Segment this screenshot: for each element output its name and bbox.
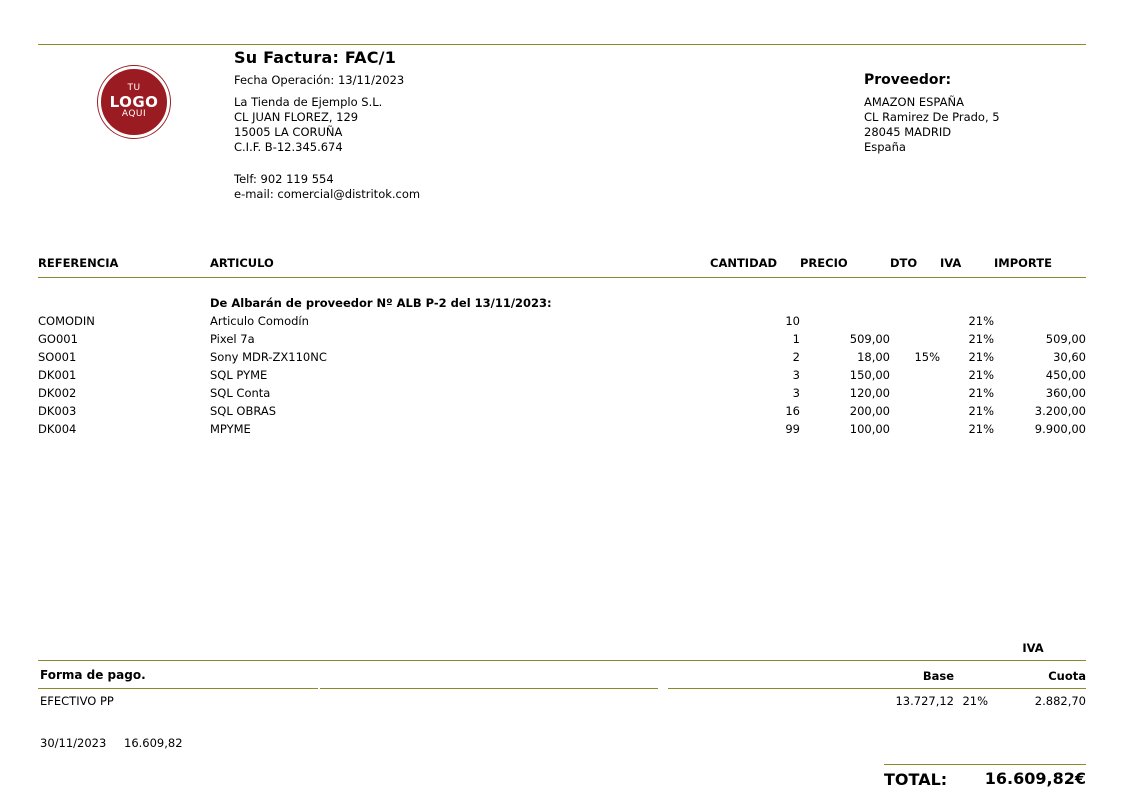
- base-label: Base: [922, 669, 954, 683]
- cell-price: [800, 314, 890, 332]
- table-row[interactable]: [38, 404, 1086, 422]
- cell-quantity: 2: [792, 350, 800, 364]
- cell-amount: 30,60: [1053, 350, 1086, 364]
- cell-vat: 21%: [968, 386, 994, 400]
- cell-article: SQL OBRAS: [210, 404, 277, 418]
- th-vat: IVA: [940, 256, 962, 270]
- logo-line-1: TU: [127, 83, 141, 94]
- cell-reference: SO001: [38, 350, 77, 364]
- contact-block: [234, 172, 420, 202]
- cell-price: 150,00: [849, 368, 890, 382]
- delivery-note-spacer: [38, 296, 210, 314]
- cell-price: 18,00: [857, 350, 890, 364]
- footer-divider-2c: [668, 688, 1086, 689]
- cell-amount: 450,00: [1045, 368, 1086, 382]
- logo-line-2: LOGO: [109, 92, 159, 111]
- supplier-block: [864, 95, 1000, 155]
- delivery-note-row: [38, 296, 1086, 314]
- cell-reference: COMODIN: [38, 314, 95, 328]
- cell-reference: GO001: [38, 332, 78, 346]
- cell-discount: [890, 332, 940, 350]
- footer-divider-2b: [320, 688, 658, 689]
- cell-price: 509,00: [849, 332, 890, 346]
- th-article: ARTICULO: [210, 256, 274, 270]
- cell-amount: 360,00: [1045, 386, 1086, 400]
- payment-method-value: EFECTIVO PP: [40, 694, 114, 708]
- cell-amount: 3.200,00: [1034, 404, 1086, 418]
- client-name: La Tienda de Ejemplo S.L.: [234, 95, 383, 109]
- delivery-note-text: De Albarán de proveedor Nº ALB P-2 del 13/11/2023:: [210, 296, 552, 310]
- table-row[interactable]: [38, 332, 1086, 350]
- cell-reference: DK003: [38, 404, 77, 418]
- items-table-body: [38, 278, 1086, 440]
- table-row[interactable]: [38, 350, 1086, 368]
- cell-article: MPYME: [210, 422, 251, 436]
- cell-quantity: 1: [792, 332, 800, 346]
- th-quantity: CANTIDAD: [710, 256, 778, 270]
- cell-vat: 21%: [968, 350, 994, 364]
- cell-quantity: 10: [785, 314, 800, 328]
- total-label: TOTAL:: [884, 770, 948, 789]
- client-block: [234, 95, 382, 155]
- contact-phone: Telf: 902 119 554: [234, 172, 334, 186]
- vat-group-label: IVA: [1022, 641, 1044, 655]
- cell-vat: 21%: [968, 314, 994, 328]
- cell-article: Articulo Comodín: [210, 314, 309, 328]
- cell-price: 100,00: [849, 422, 890, 436]
- table-header-row: [38, 256, 1086, 278]
- cell-quantity: 16: [785, 404, 800, 418]
- quota-label: Cuota: [1048, 669, 1086, 683]
- cell-discount: [890, 404, 940, 422]
- invoice-title: Su Factura: FAC/1: [234, 48, 397, 67]
- due-date: 30/11/2023: [40, 736, 107, 750]
- table-row[interactable]: [38, 386, 1086, 404]
- items-table-head: [38, 256, 1086, 278]
- table-spacer-row: [38, 278, 1086, 296]
- items-table-wrapper: [38, 256, 1086, 440]
- client-tax-id: C.I.F. B-12.345.674: [234, 140, 343, 154]
- th-price: PRECIO: [800, 256, 848, 270]
- cell-discount: [890, 314, 940, 332]
- company-logo: [98, 66, 170, 138]
- footer-divider-2a: [38, 688, 318, 689]
- cell-vat: 21%: [968, 332, 994, 346]
- total-value: 16.609,82€: [984, 769, 1086, 788]
- tax-rate-value: 21%: [962, 694, 988, 708]
- supplier-heading: Proveedor:: [864, 72, 952, 88]
- th-reference: REFERENCIA: [38, 256, 119, 270]
- cell-discount: [890, 386, 940, 404]
- top-divider: [38, 44, 1086, 45]
- table-row[interactable]: [38, 368, 1086, 386]
- footer-divider-1: [38, 660, 1086, 661]
- supplier-city: 28045 MADRID: [864, 125, 952, 139]
- cell-amount: 9.900,00: [1034, 422, 1086, 436]
- cell-reference: DK001: [38, 368, 77, 382]
- cell-article: SQL Conta: [210, 386, 271, 400]
- payment-method-label: Forma de pago.: [40, 668, 146, 682]
- cell-vat: 21%: [968, 404, 994, 418]
- cell-article: Pixel 7a: [210, 332, 255, 346]
- client-city: 15005 LA CORUÑA: [234, 125, 343, 139]
- table-row[interactable]: [38, 422, 1086, 440]
- tax-base-value: 13.727,12: [895, 694, 954, 708]
- cell-reference: DK004: [38, 422, 77, 436]
- table-header-divider: [38, 277, 1086, 278]
- cell-discount: [890, 422, 940, 440]
- tax-quota-value: 2.882,70: [1034, 694, 1086, 708]
- cell-quantity: 3: [792, 368, 800, 382]
- due-amount: 16.609,82: [124, 736, 183, 750]
- supplier-address: CL Ramirez De Prado, 5: [864, 110, 1000, 124]
- cell-article: SQL PYME: [210, 368, 268, 382]
- table-spacer-cell: [38, 278, 1086, 296]
- cell-amount: 509,00: [1045, 332, 1086, 346]
- total-divider: [884, 764, 1086, 765]
- items-table: [38, 256, 1086, 440]
- th-amount: IMPORTE: [994, 256, 1052, 270]
- cell-quantity: 99: [785, 422, 800, 436]
- cell-quantity: 3: [792, 386, 800, 400]
- logo-line-3: AQUI: [121, 109, 147, 120]
- cell-price: 200,00: [849, 404, 890, 418]
- operation-date: Fecha Operación: 13/11/2023: [234, 73, 405, 87]
- cell-vat: 21%: [968, 368, 994, 382]
- cell-amount: [994, 314, 1086, 332]
- cell-reference: DK002: [38, 386, 77, 400]
- cell-price: 120,00: [849, 386, 890, 400]
- supplier-country: España: [864, 140, 906, 154]
- cell-discount: [890, 368, 940, 386]
- cell-discount: 15%: [914, 350, 940, 364]
- client-address: CL JUAN FLOREZ, 129: [234, 110, 359, 124]
- contact-email: e-mail: comercial@distritok.com: [234, 187, 421, 201]
- th-discount: DTO: [890, 256, 918, 270]
- supplier-name: AMAZON ESPAÑA: [864, 95, 964, 109]
- cell-article: Sony MDR-ZX110NC: [210, 350, 327, 364]
- cell-vat: 21%: [968, 422, 994, 436]
- table-row[interactable]: [38, 314, 1086, 332]
